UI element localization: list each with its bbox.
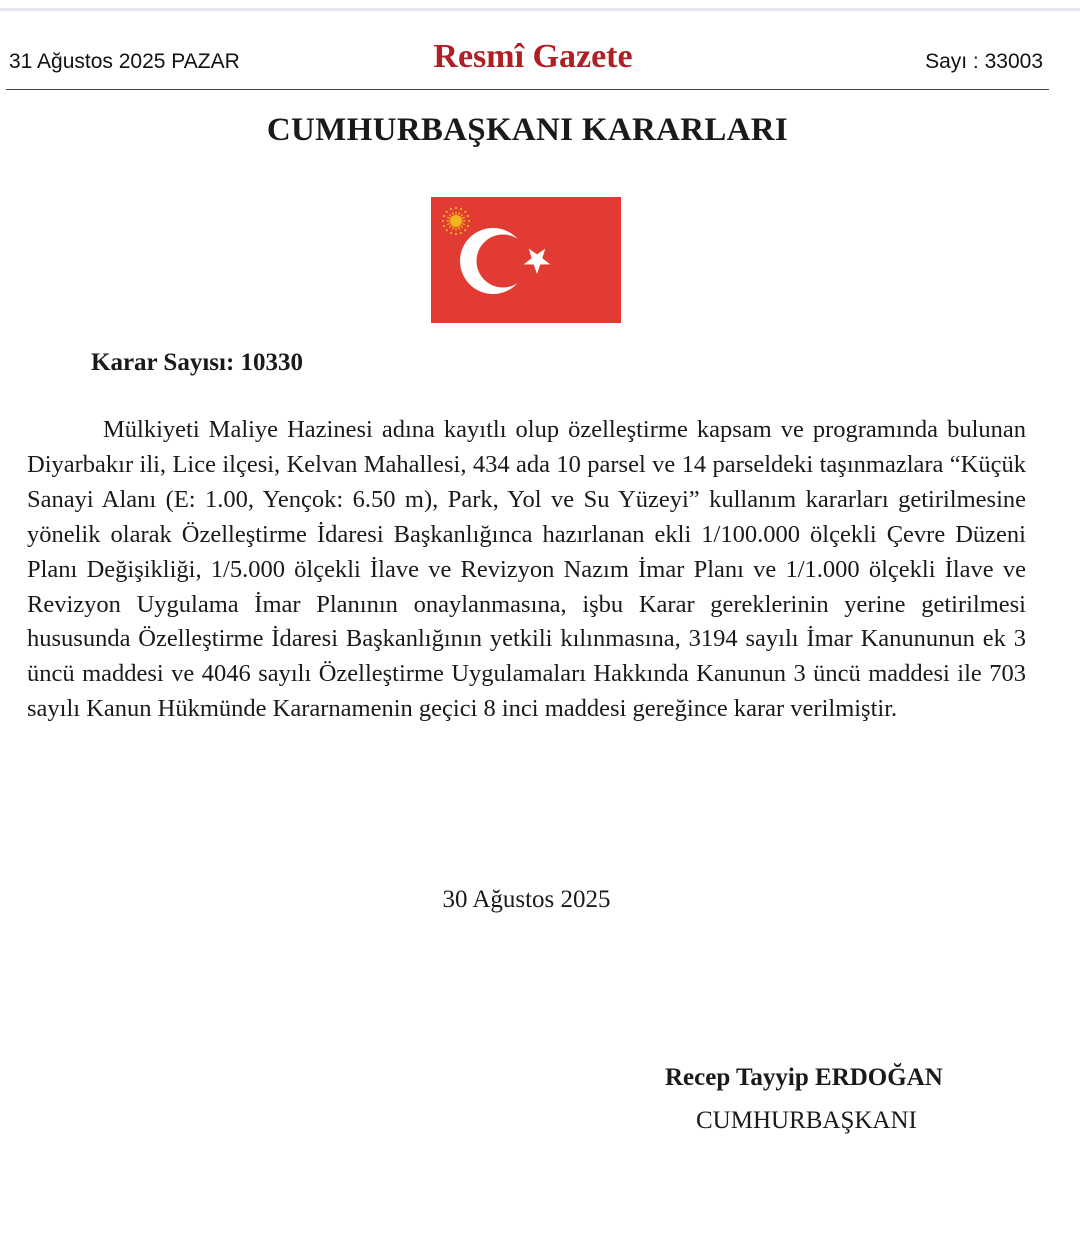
- signature-date: 30 Ağustos 2025: [442, 886, 611, 913]
- section-title: CUMHURBAŞKANI KARARLARI: [266, 112, 789, 148]
- decision-number: Karar Sayısı: 10330: [91, 349, 304, 376]
- gazette-issue-number: Sayı : 33003: [925, 50, 1043, 73]
- turkish-flag-icon: [431, 197, 621, 323]
- signer-title: CUMHURBAŞKANI: [696, 1107, 917, 1134]
- decision-body-text: Mülkiyeti Maliye Hazinesi adına kayıtlı olup özelleştirme kapsam ve programında bulunan Diyarbakır ili, Lice ilçesi, Kelvan Mahallesi, 434 ada 10 parsel ve 14 parseldeki taşınmazlara “Küçük Sanayi Alanı (E: 1.00, Yençok: 6.50 m), Park, Yol ve Su Yüzeyi” kullanım kararları getirilmesine yönelik olarak Özelleştirme İdaresi Başkanlığınca hazırlanan ekli 1/100.000 ölçekli Çevre Düzeni Planı Değişikliği, 1/5.000 ölçekli İlave ve Revizyon Nazım İmar Planı ve 1/1.000 ölçekli İlave ve Revizyon Uygulama İmar Planının onaylanmasına, işbu Karar gereklerinin yerine getirilmesi hususunda Özelleştirme İdaresi Başkanlığının yetkili kılınmasına, 3194 sayılı İmar Kanununun ek 3 üncü maddesi ve 4046 sayılı Özelleştirme Uygulamaları Hakkında Kanunun 3 üncü maddesi ile 703 sayılı Kanun Hükmünde Kararnamenin geçici 8 inci maddesi gereğince karar verilmiştir.: [27, 416, 1026, 723]
- header-divider: [6, 89, 1049, 90]
- signer-name: Recep Tayyip ERDOĞAN: [665, 1064, 943, 1091]
- top-rule: [0, 8, 1080, 11]
- gazette-title: Resmî Gazete: [433, 38, 633, 75]
- gazette-date: 31 Ağustos 2025 PAZAR: [9, 50, 240, 73]
